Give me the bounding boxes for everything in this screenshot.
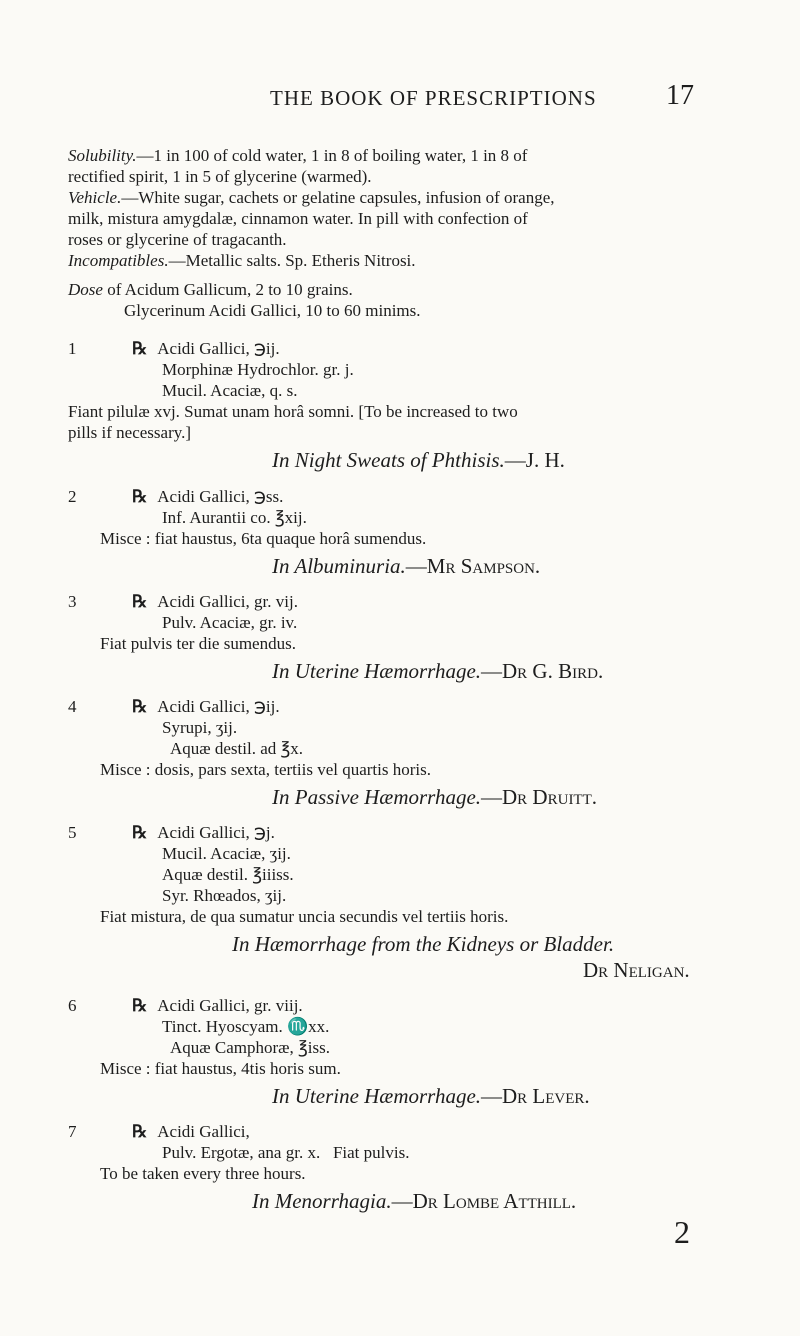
rx-symbol: ℞ [132, 339, 148, 358]
dose-line [68, 280, 353, 300]
indication: In Albuminuria. [272, 554, 406, 578]
ingredient: Syrupi, ʒij. [162, 718, 238, 737]
indication-heading [272, 785, 597, 810]
ingredient: Acidi Gallici, ℈ss. [157, 487, 284, 506]
directions: Misce : fiat haustus, 6ta quaque horâ sumendus. [100, 529, 427, 548]
ingredient: Acidi Gallici, ℈j. [157, 823, 275, 842]
prescription-number: 1 [68, 339, 77, 358]
indication-heading [252, 1189, 576, 1214]
vehicle-line-3: roses or glycerine of tragacanth. [68, 230, 287, 249]
ingredient: Acidi Gallici, gr. vij. [157, 592, 298, 611]
rx-symbol: ℞ [132, 487, 148, 506]
prescription-number: 6 [68, 996, 77, 1015]
indication: In Menorrhagia. [252, 1189, 392, 1213]
directions: To be taken every three hours. [100, 1164, 306, 1183]
rx-symbol: ℞ [132, 996, 148, 1015]
incompatibles-label: Incompatibles. [68, 251, 169, 270]
incompatibles-line [68, 251, 416, 271]
directions: Fiat mistura, de qua sumatur uncia secundis vel tertiis horis. [100, 907, 509, 926]
ingredient: Aquæ destil. ℥iiiss. [162, 865, 294, 884]
prescription-line [132, 339, 280, 359]
rx-symbol: ℞ [132, 592, 148, 611]
indication: In Uterine Hæmorrhage. [272, 659, 482, 683]
prescription-line [132, 996, 303, 1016]
ingredient: Tinct. Hyoscyam. ♏xx. [162, 1017, 330, 1036]
prescription-line [132, 592, 298, 612]
indication: In Passive Hæmorrhage. [272, 785, 482, 809]
ingredient: Acidi Gallici, ℈ij. [157, 697, 280, 716]
ingredient: Mucil. Acaciæ, q. s. [162, 381, 298, 400]
prescription-line [132, 823, 275, 843]
directions: pills if necessary.] [68, 423, 192, 442]
ingredient: Inf. Aurantii co. ℥xij. [162, 508, 307, 527]
author: —Dr Druitt. [481, 785, 598, 809]
solubility-line [68, 146, 527, 166]
directions: Fiant pilulæ xvj. Sumat unam horâ somni. [To be increased to two [68, 402, 518, 421]
ingredient: Pulv. Acaciæ, gr. iv. [162, 613, 298, 632]
author: —Dr Lombe Atthill. [391, 1189, 577, 1213]
ingredient: Pulv. Ergotæ, ana gr. x. Fiat pulvis. [162, 1143, 410, 1162]
author: Dr Neligan. [583, 958, 690, 982]
author: —Dr G. Bird. [481, 659, 604, 683]
signature-mark: 2 [674, 1214, 690, 1250]
solubility-label: Solubility. [68, 146, 137, 165]
indication: In Uterine Hæmorrhage. [272, 1084, 482, 1108]
indication-heading [272, 1084, 590, 1109]
author: —Dr Lever. [481, 1084, 590, 1108]
solubility-text: —1 in 100 of cold water, 1 in 8 of boiling water, 1 in 8 of [136, 146, 528, 165]
indication: In Night Sweats of Phthisis. [272, 448, 505, 472]
prescription-number: 5 [68, 823, 77, 842]
ingredient: Acidi Gallici, ℈ij. [157, 339, 280, 358]
author: —Mr Sampson. [405, 554, 541, 578]
rx-symbol: ℞ [132, 1122, 148, 1141]
prescription-number: 2 [68, 487, 77, 506]
vehicle-label: Vehicle. [68, 188, 122, 207]
solubility-line-2: rectified spirit, 1 in 5 of glycerine (warmed). [68, 167, 372, 186]
ingredient: Aquæ destil. ad ℥x. [170, 739, 304, 758]
prescription-line [132, 697, 280, 717]
page-number: 17 [666, 80, 694, 111]
prescription-number: 4 [68, 697, 77, 716]
indication-heading [272, 659, 603, 684]
ingredient: Morphinæ Hydrochlor. gr. j. [162, 360, 354, 379]
indication-heading: In Hæmorrhage from the Kidneys or Bladder. [232, 932, 615, 956]
prescription-line [132, 1122, 250, 1142]
prescription-number: 7 [68, 1122, 77, 1141]
directions: Fiat pulvis ter die sumendus. [100, 634, 296, 653]
indication-heading [272, 554, 540, 579]
indication-heading [272, 448, 565, 473]
rx-symbol: ℞ [132, 697, 148, 716]
running-title: THE BOOK OF PRESCRIPTIONS [270, 86, 597, 110]
ingredient: Syr. Rhœados, ʒij. [162, 886, 287, 905]
dose-label: Dose [68, 280, 103, 299]
rx-symbol: ℞ [132, 823, 148, 842]
ingredient: Mucil. Acaciæ, ʒij. [162, 844, 291, 863]
directions: Misce : fiat haustus, 4tis horis sum. [100, 1059, 341, 1078]
prescription-line [132, 487, 283, 507]
dose-text: of Acidum Gallicum, 2 to 10 grains. [102, 280, 353, 299]
vehicle-text: —White sugar, cachets or gelatine capsules, infusion of orange, [121, 188, 555, 207]
incompatibles-text: —Metallic salts. Sp. Etheris Nitrosi. [168, 251, 416, 270]
ingredient: Aquæ Camphoræ, ℥iss. [170, 1038, 330, 1057]
dose-line-2: Glycerinum Acidi Gallici, 10 to 60 minims. [124, 301, 421, 320]
vehicle-line-2: milk, mistura amygdalæ, cinnamon water. In pill with confection of [68, 209, 528, 228]
directions: Misce : dosis, pars sexta, tertiis vel quartis horis. [100, 760, 431, 779]
ingredient: Acidi Gallici, [157, 1122, 250, 1141]
vehicle-line [68, 188, 555, 208]
ingredient: Acidi Gallici, gr. viij. [157, 996, 303, 1015]
prescription-number: 3 [68, 592, 77, 611]
author: —J. H. [504, 448, 565, 472]
